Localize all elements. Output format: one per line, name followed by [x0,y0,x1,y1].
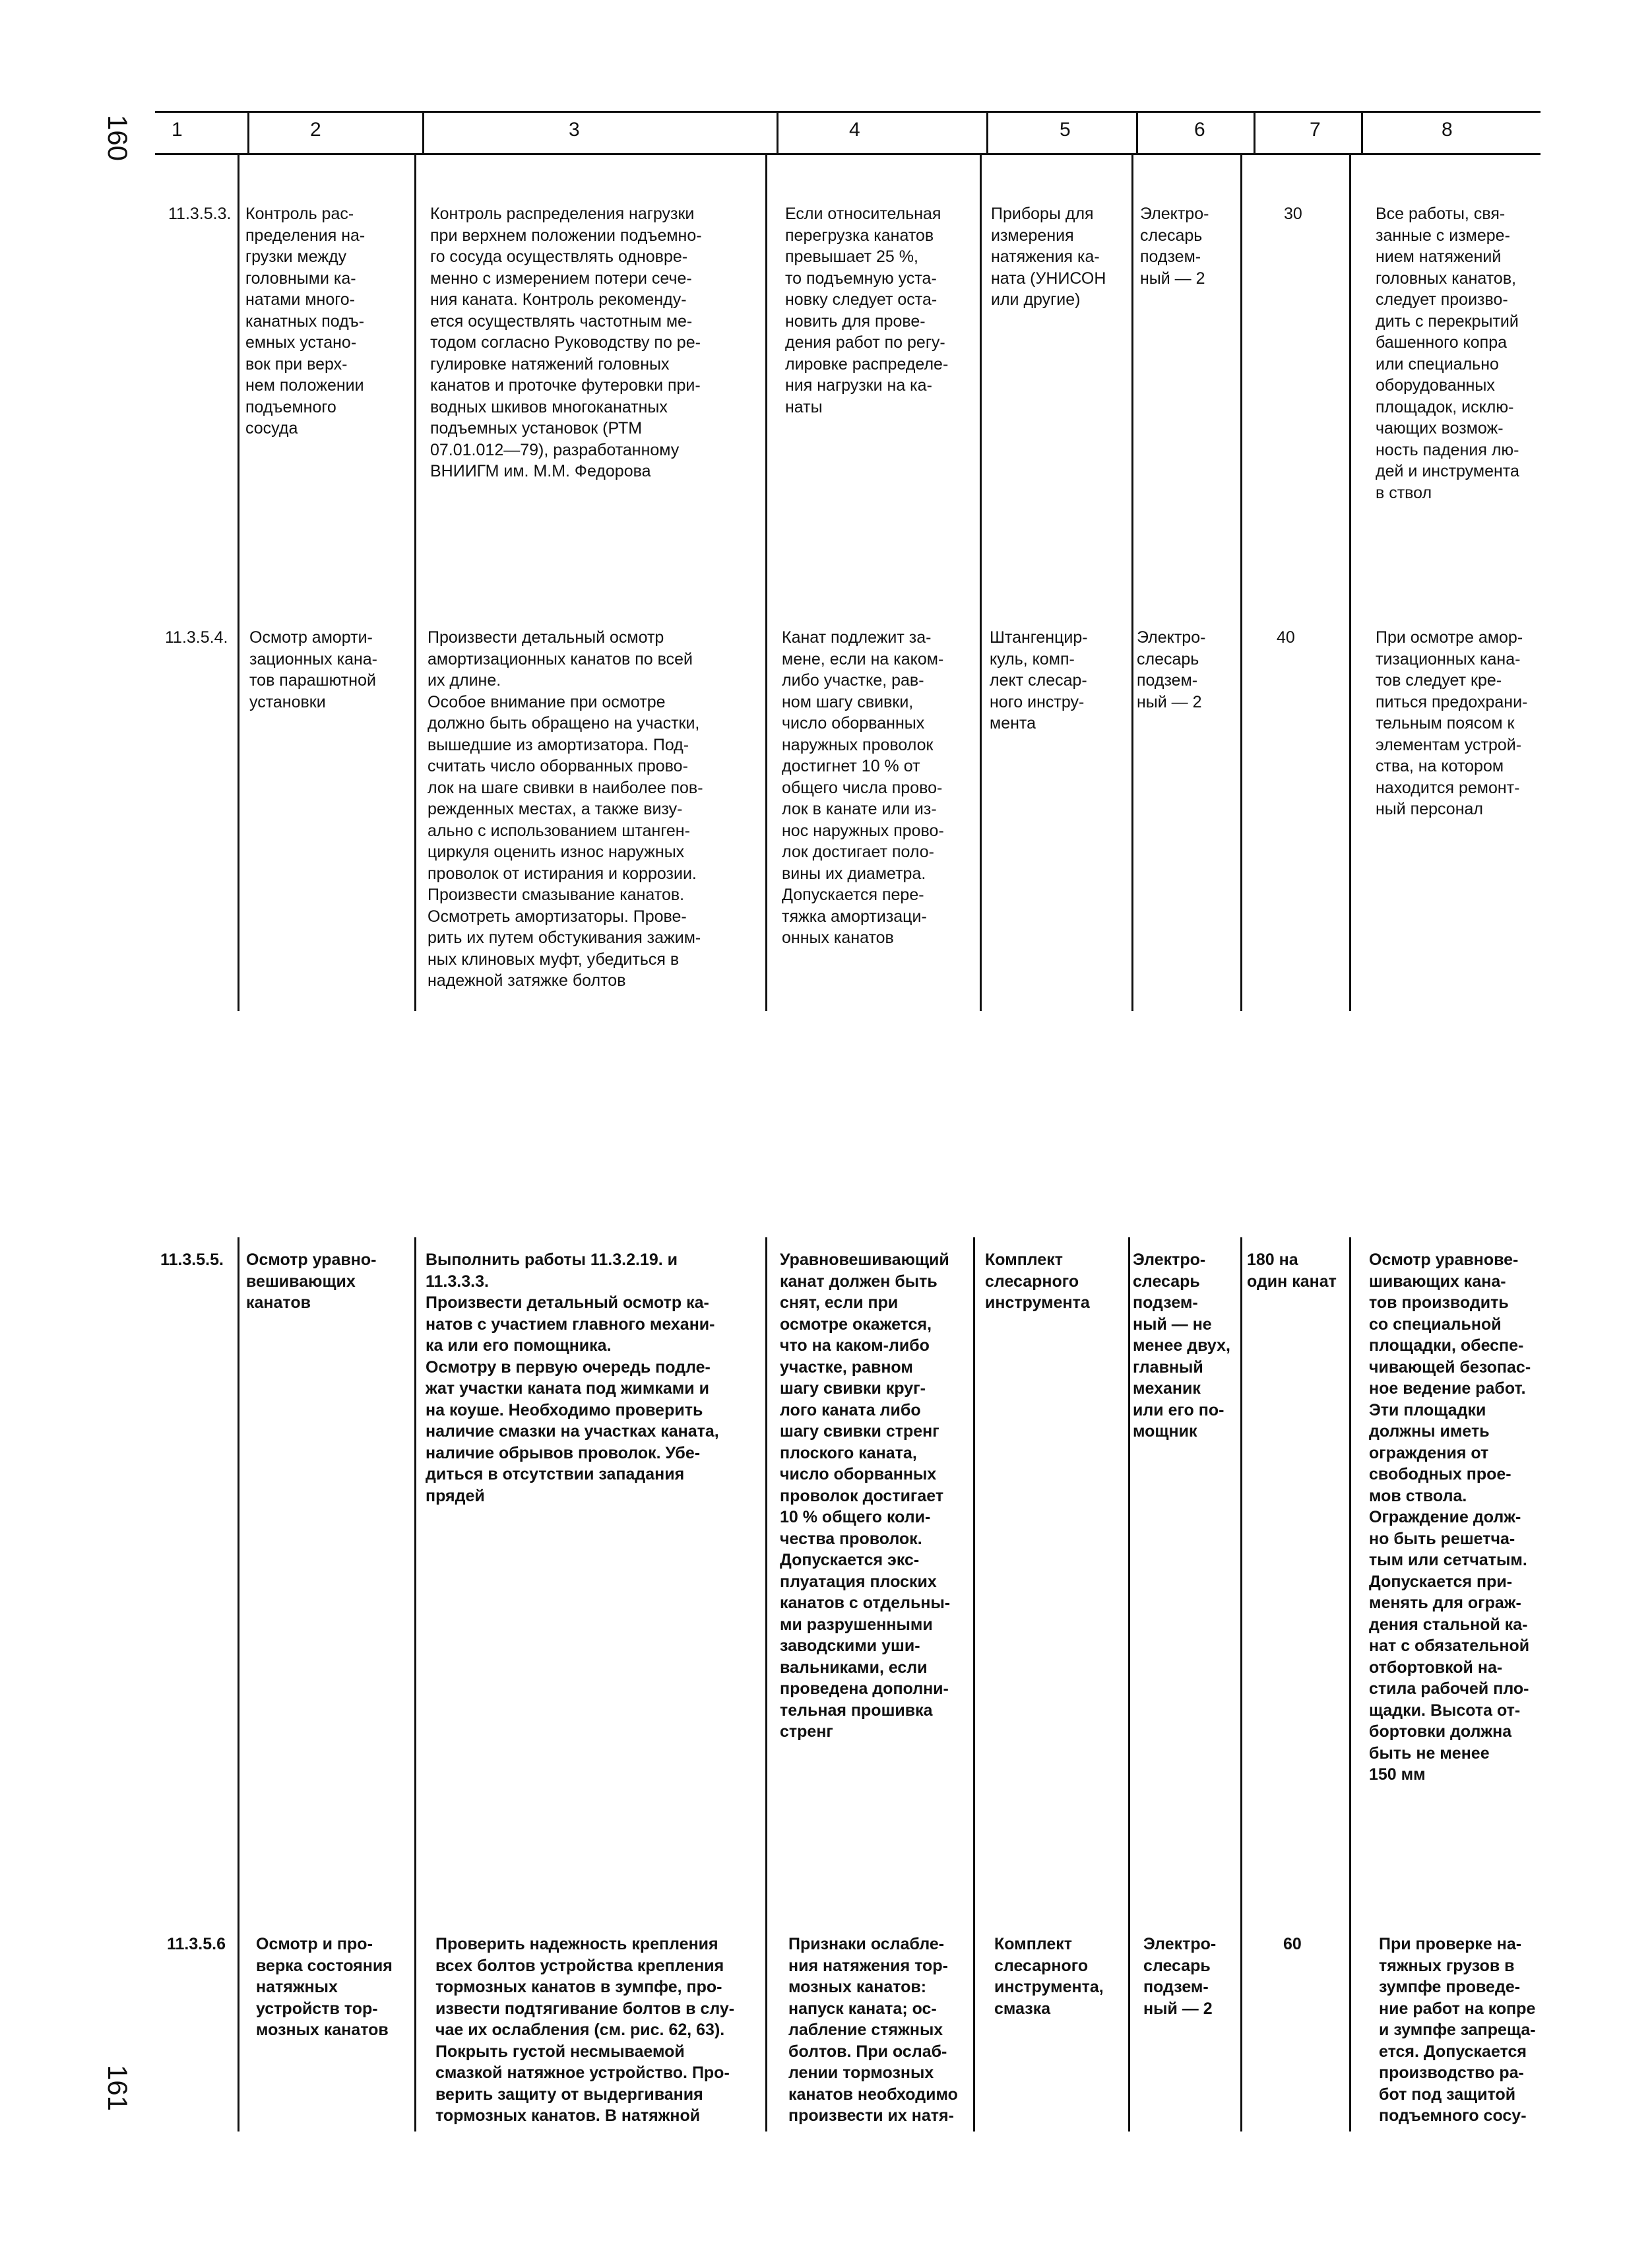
time-norm: 40 [1277,628,1295,647]
column-rule [1240,153,1242,1011]
notes: Все работы, свя- занные с измере- нием натяжений головных канатов, следует произво- дить с перекрытий башенного копра или специально оборудованных площадок, исклю- чающих возмож- ность падения лю- дей и инструмента в ствол [1376,205,1519,502]
item-title: Осмотр аморти- зационных кана- тов парашютной установки [249,628,378,711]
time-norm: 180 на один канат [1247,1251,1337,1291]
acceptance-criteria: Если относительная перегрузка канатов превышает 25 %, то подъемную уста- новку следует оста- новить для прове- дения работ по регу- лировке распределе- ния нагрузки на ка- наты [785,205,949,416]
column-rule [414,153,416,1011]
column-rule [1349,153,1351,1011]
header-divider [422,111,424,155]
column-header-8: 8 [1442,119,1453,141]
header-divider [1136,111,1138,155]
column-rule [980,153,982,1011]
column-rule [1128,1237,1130,2131]
column-rule [414,1237,416,2131]
performer: Электро- слесарь подзем- ный — 2 [1143,1935,1217,2018]
column-rule [1240,1237,1242,2131]
column-header-1: 1 [172,119,183,141]
item-title: Осмотр уравно- вешивающих канатов [246,1251,377,1312]
column-rule [1349,1237,1351,2131]
notes: При осмотре амор- тизационных кана- тов следует кре- питься предохрани- тельным поясом к элементам устрой- ства, на котором находится ремонт- ный персонал [1376,628,1528,818]
work-description: Проверить надежность крепления всех болтов устройства крепления тормозных канатов в зумпфе, про- извести подтягивание болтов в слу- чае их ослабления (см. рис. 62, 63). Покрыть густой несмываемой смазкой натяжное устройство. Про- верить защиту от выдергивания тормозных канатов. В натяжной [435,1935,735,2125]
tools: Штангенцир- куль, комп- лект слесар- ного инстру- мента [990,628,1088,732]
column-header-2: 2 [310,119,321,141]
column-rule [238,153,239,1011]
work-description: Произвести детальный осмотр амортизационных канатов по всей их длине. Особое внимание при осмотре должно быть обращено на участки, вышедшие из амортизатора. Под- считать число оборванных прово- лок на шаге свивки в наиболее пов- режденных местах, а также визу- ально с использованием штанген- циркуля оценить износ наружных проволок от истирания и коррозии. Произвести смазывание канатов. Осмотреть амортизаторы. Прове- рить их путем обстукивания зажим- ных клиновых муфт, убедиться в надежной затяжке болтов [428,628,703,990]
column-header-7: 7 [1310,119,1321,141]
time-norm: 30 [1284,205,1302,223]
item-number: 11.3.5.5. [160,1251,224,1269]
header-divider [986,111,988,155]
column-header-5: 5 [1060,119,1071,141]
tools: Комплект слесарного инструмента [985,1251,1090,1312]
tools: Комплект слесарного инструмента, смазка [994,1935,1104,2018]
item-number: 11.3.5.3. [168,205,232,223]
item-title: Осмотр и про- верка состояния натяжных устройств тор- мозных канатов [256,1935,393,2039]
tools: Приборы для измерения натяжения ка- ната (УНИСОН или другие) [991,205,1106,309]
acceptance-criteria: Признаки ослабле- ния натяжения тор- мозных канатов: напуск каната; ос- лабление стяжных болтов. При ослаб- лении тормозных канатов необходимо произвести их натя- [788,1935,958,2125]
page-number-top: 160 [102,114,133,162]
header-rule-top [155,111,1541,113]
column-header-3: 3 [569,119,580,141]
item-number: 11.3.5.4. [165,628,228,647]
item-number: 11.3.5.6 [167,1935,226,1953]
item-title: Контроль рас- пределения на- грузки между головными ка- натами много- канатных подъ- емных устано- вок при верх- нем положении подъемного сосуда [245,205,365,438]
column-rule [1131,153,1133,1011]
column-rule [973,1237,975,2131]
performer: Электро- слесарь подзем- ный — 2 [1137,628,1206,711]
header-rule-bottom [155,153,1541,155]
work-description: Выполнить работы 11.3.2.19. и 11.3.3.3. Произвести детальный осмотр ка- натов с участием главного механи- ка или его помощника. Осмотру в первую очередь подле- жат участки каната под жимками и на коуше. Необходимо проверить наличие смазки на участках каната, наличие обрывов проволок. Убе- диться в отсутствии западания прядей [426,1251,719,1505]
acceptance-criteria: Канат подлежит за- мене, если на каком- либо участке, рав- ном шагу свивки, число оборванных наружных проволок достигнет 10 % от общего числа прово- лок в канате или из- нос наружных прово- лок достигает поло- вины их диаметра. Допускается пере- тяжка амортизаци- онных канатов [782,628,944,947]
notes: При проверке на- тяжных грузов в зумпфе проведе- ние работ на копре и зумпфе запреща- ется. Допускается производство ра- бот под защитой подъемного сосу- [1379,1935,1536,2125]
notes: Осмотр уравнове- шивающих кана- тов производить со специальной площадки, обеспе- чивающей безопас- ное ведение работ. Эти площадки должны иметь ограждения от свободных проe- мов ствола. Ограждение долж- но быть решетча- тым или сетчатым. Допускается при- менять для ограж- дения стальной ка- нат с обязательной отбортовкой на- стила рабочей пло- щадки. Высота от- бортовки должна быть не менее 150 мм [1369,1251,1531,1784]
header-divider [1361,111,1363,155]
header-divider [777,111,778,155]
column-header-6: 6 [1194,119,1205,141]
column-rule [765,153,767,1011]
column-rule [238,1237,239,2131]
time-norm: 60 [1283,1935,1302,1953]
acceptance-criteria: Уравновешивающий канат должен быть снят, если при осмотре окажется, что на каком-либо участке, равном шагу свивки круг- лого каната либо шагу свивки стренг плоского каната, число оборванных проволок достигает 10 % общего коли- чества проволок. Допускается экс- плуатация плоских канатов с отдельны- ми разрушенными заводскими уши- вальниками, если проведена дополни- тельная прошивка стренг [780,1251,951,1741]
header-divider [1254,111,1255,155]
performer: Электро- слесарь подзем- ный — не менее двух, главный механик или его по- мощник [1133,1251,1230,1441]
header-divider [247,111,249,155]
column-rule [765,1237,767,2131]
performer: Электро- слесарь подзем- ный — 2 [1140,205,1209,288]
work-description: Контроль распределения нагрузки при верхнем положении подъемно- го сосуда осуществлять одновре- менно с измерением потери сече- ния каната. Контроль рекоменду- ется осуществлять частотным ме- тодом согласно Руководству по ре- гулировке натяжений головных канатов и проточке футеровки при- водных шкивов многоканатных подъемных установок (РТМ 07.01.012—79), разработанному ВНИИГМ им. М.М. Федорова [430,205,702,480]
column-header-4: 4 [849,119,860,141]
page-number-bottom: 161 [102,2064,133,2112]
